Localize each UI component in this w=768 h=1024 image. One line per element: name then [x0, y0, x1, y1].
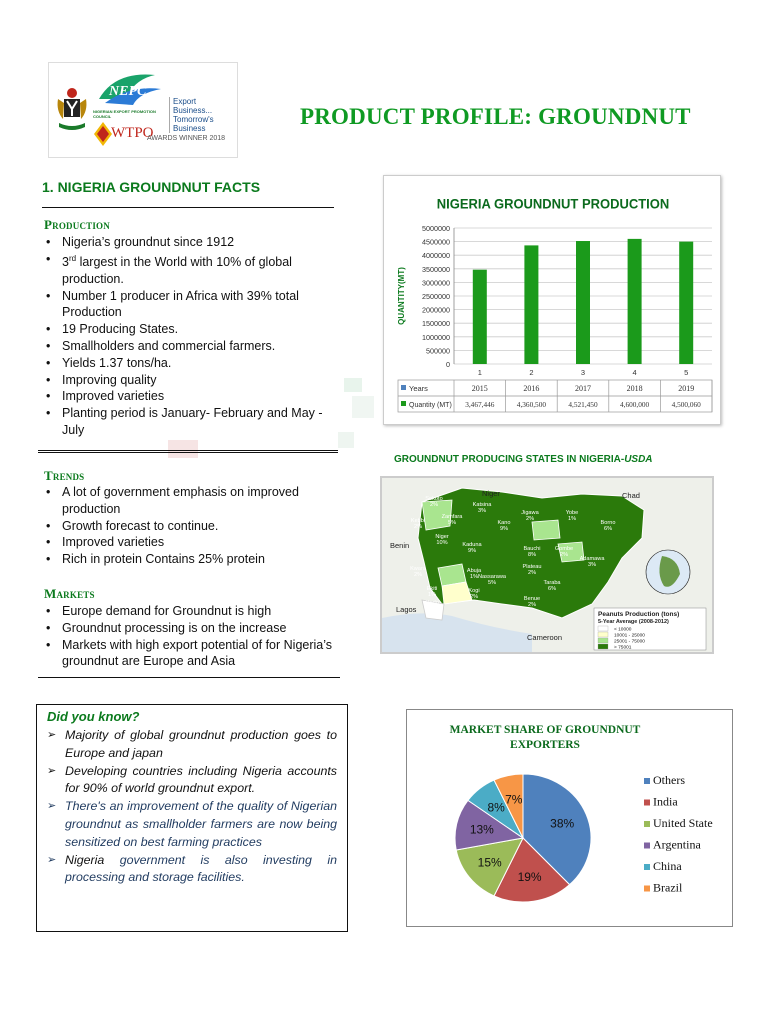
legend-swatch [401, 401, 406, 406]
state-pct: 2% [527, 570, 537, 576]
state-name: Plateau [522, 564, 542, 570]
nepc-logo-block [48, 62, 238, 158]
rank-suffix: rd [68, 253, 77, 263]
state-name: Niger [435, 534, 449, 540]
nepc-tagline [169, 97, 237, 133]
y-axis-label: QUANTITY(MT) [397, 267, 406, 325]
map-title [394, 454, 653, 465]
list-item: ➢ Majority of global groundnut production goes to Europe and japan [47, 727, 337, 763]
state-pct: 1% [469, 574, 479, 580]
wtpo-award-subtitle: AWARDS WINNER 2018 [147, 135, 226, 142]
state-name: Ekiti [426, 586, 438, 592]
list-item: • Markets with high export potential of for Nigeria’s groundnut are Europe and Asia [44, 637, 336, 671]
pie-data-label: 15% [477, 855, 502, 870]
wtpo-award-text: WTPO [111, 125, 154, 141]
bar [576, 241, 590, 364]
map-legend-item: 25001 - 75000 [614, 639, 645, 645]
map-legend-subtitle: 5-Year Average (2008-2012) [598, 619, 669, 625]
x-tick-label: 1 [477, 368, 482, 377]
list-item: • Growth forecast to continue. [44, 518, 336, 535]
state-pct: 1% [567, 516, 577, 522]
table-cell-year: 2015 [471, 384, 488, 393]
state-name: Benue [523, 596, 541, 602]
map-legend-swatch [598, 638, 608, 643]
wtpo-award-icon [93, 121, 113, 147]
nepc-logo-text: NEPC [109, 84, 147, 99]
list-item [44, 251, 336, 288]
list-item: • Improved varieties [44, 534, 336, 551]
rank-text: largest in the World with 10% of global production. [62, 254, 292, 286]
page-title: PRODUCT PROFILE: GROUNDNUT [300, 104, 691, 129]
state-name: Sokoto [425, 496, 443, 502]
state-pct: 6% [547, 586, 557, 592]
production-heading: Production [44, 217, 110, 232]
coat-of-arms-icon [55, 85, 89, 133]
markets-list [44, 603, 336, 670]
map-legend-swatch [598, 632, 608, 637]
production-list [44, 234, 336, 439]
state-pct: 9% [499, 526, 509, 532]
chart-title: NIGERIA GROUNDNUT PRODUCTION [436, 196, 670, 212]
market-share-chart [406, 709, 733, 927]
list-item-text: government is also investing in processing and storage facilities. [65, 852, 337, 885]
state-name: Borno [600, 520, 616, 526]
list-item: • A lot of government emphasis on improved production [44, 484, 336, 518]
map-title-main: GROUNDNUT PRODUCING STATES IN NIGERIA- [394, 454, 625, 465]
state-name: Katsina [472, 502, 492, 508]
state-name: Gombe [554, 546, 574, 552]
section-divider [38, 450, 338, 453]
table-row-label: Quantity (MT) [409, 402, 452, 409]
pie-title-line2: EXPORTERS [510, 739, 580, 751]
legend-entry: China [653, 859, 682, 873]
state-name: Yobe [565, 510, 579, 516]
list-item: ➢ Developing countries including Nigeria accounts for 90% of world groundnut export. [47, 763, 337, 799]
decor-square [338, 432, 354, 448]
state-name: Zamfara [441, 514, 463, 520]
x-tick-label: 2 [529, 368, 534, 377]
map-legend-swatch [598, 626, 608, 631]
list-item: • Nigeria’s groundnut since 1912 [44, 234, 336, 251]
state-pct: 1% [427, 606, 437, 612]
state-name: Kebbi [410, 518, 426, 524]
legend-swatch [644, 821, 650, 827]
state-region [532, 520, 560, 540]
list-item: • Rich in protein Contains 25% protein [44, 551, 336, 568]
did-you-know-title: Did you know? [47, 709, 140, 724]
tagline-line1: Export Business... [173, 97, 213, 115]
legend-swatch [644, 886, 650, 892]
pie-data-label: 7% [505, 792, 523, 807]
legend-entry: Argentina [653, 837, 701, 852]
map-legend-swatch [598, 644, 608, 649]
legend-swatch [644, 864, 650, 870]
state-pct: 2% [525, 516, 535, 522]
list-item: • Europe demand for Groundnut is high [44, 603, 336, 620]
pie-data-label: 8% [487, 800, 505, 815]
production-chart-svg [384, 176, 722, 426]
trends-list [44, 484, 336, 568]
y-tick-label: 4000000 [422, 251, 450, 261]
map-legend-item: 10001 - 25000 [614, 633, 645, 639]
state-pct: 2% [413, 572, 423, 578]
state-name: Kwara [410, 566, 426, 572]
legend-swatch [644, 843, 650, 849]
table-cell-quantity: 4,521,450 [568, 400, 598, 409]
bar [679, 242, 693, 364]
pie-data-label: 13% [469, 822, 494, 837]
table-cell-quantity: 3,467,446 [465, 400, 495, 409]
pie-data-label: 19% [517, 870, 542, 885]
list-item: • Groundnut processing is on the increase [44, 620, 336, 637]
state-pct: 6% [603, 526, 613, 532]
legend-entry: United State [653, 816, 713, 830]
x-tick-label: 5 [684, 368, 689, 377]
did-you-know-box [36, 704, 348, 932]
table-cell-year: 2018 [626, 384, 643, 393]
y-tick-label: 5000000 [422, 224, 450, 233]
country-label: Cameroon [527, 633, 563, 642]
decor-square [168, 440, 198, 458]
bar [628, 239, 642, 364]
legend-swatch [401, 385, 406, 390]
table-cell-quantity: 4,500,060 [671, 400, 701, 409]
nepc-subtitle: NIGERIAN EXPORT PROMOTION COUNCIL [93, 109, 156, 119]
map-legend-title: Peanuts Production (tons) [598, 611, 680, 618]
state-pct: 9% [467, 548, 477, 554]
facts-heading: 1. NIGERIA GROUNDNUT FACTS [42, 179, 261, 195]
state-pct: 5% [487, 580, 497, 586]
state-pct: 8% [527, 552, 537, 558]
state-name: Kogi [468, 588, 480, 594]
list-item: • Improved varieties [44, 388, 336, 405]
y-tick-label: 2000000 [422, 305, 450, 315]
table-cell-quantity: 4,600,000 [620, 400, 650, 409]
state-pct: 2% [527, 602, 537, 608]
list-item: ➢ There's an improvement of the quality of Nigerian groundnut as smallholder farmers are now being sensitized on best farming practices [47, 798, 337, 851]
state-pct: 10% [436, 540, 448, 546]
map-title-source: USDA [624, 454, 653, 465]
nigeria-map-svg [382, 478, 712, 652]
markets-rule [38, 677, 340, 678]
state-pct: 1% [427, 592, 437, 598]
legend-swatch [644, 800, 650, 806]
y-tick-label: 4500000 [422, 237, 450, 247]
state-name: Kano [497, 520, 511, 526]
rank-number: 3 [62, 254, 69, 269]
decor-square [352, 396, 374, 418]
country-label: Chad [622, 491, 640, 500]
x-tick-label: 4 [632, 368, 637, 377]
y-tick-label: 0 [446, 360, 450, 369]
bar [473, 270, 487, 364]
table-cell-year: 2019 [678, 384, 695, 393]
map-legend-item: < 10000 [614, 627, 632, 633]
legend-swatch [644, 778, 650, 784]
facts-heading-rule [42, 207, 334, 208]
y-tick-label: 3000000 [422, 278, 450, 288]
state-pct: 2% [469, 594, 479, 600]
nigeria-lead: Nigeria [65, 852, 105, 867]
list-item: • Smallholders and commercial farmers. [44, 338, 336, 355]
state-name: Bauchi [523, 546, 541, 552]
y-tick-label: 3500000 [422, 264, 450, 274]
list-item: • Improving quality [44, 372, 336, 389]
state-pct: 3% [587, 562, 597, 568]
list-item: • Yields 1.37 tons/ha. [44, 355, 336, 372]
state-pct: 5% [447, 520, 457, 526]
production-chart [383, 175, 721, 425]
y-tick-label: 1500000 [422, 319, 450, 329]
state-name: Nassarawa [478, 574, 506, 580]
tagline-line2: Tomorrow's Business [173, 115, 214, 133]
legend-entry: Brazil [653, 880, 683, 895]
nigeria-map [380, 476, 714, 654]
y-tick-label: 2500000 [422, 292, 450, 301]
country-label: Niger [482, 489, 500, 498]
legend-entry: Others [653, 773, 685, 787]
table-cell-quantity: 4,360,500 [516, 400, 546, 409]
decor-square [344, 378, 362, 392]
x-tick-label: 3 [580, 368, 586, 377]
list-item: • Number 1 producer in Africa with 39% total Production [44, 288, 336, 322]
state-name: Jigawa [521, 510, 539, 516]
did-you-know-list [47, 727, 337, 887]
state-pct: 2% [559, 552, 569, 558]
table-row-label: Years [409, 384, 428, 393]
pie-title-line1: MARKET SHARE OF GROUNDNUT [449, 724, 641, 736]
table-cell-year: 2017 [575, 384, 591, 393]
map-legend-item: > 75001 [614, 645, 632, 651]
trends-heading: Trends [44, 468, 85, 483]
markets-heading: Markets [44, 586, 95, 601]
list-item [47, 852, 337, 888]
state-pct: 3% [477, 508, 487, 514]
bar [524, 245, 538, 364]
state-name: Ondo [425, 600, 439, 606]
state-name: Taraba [543, 580, 561, 586]
list-item: • Planting period is January- February and May - July [44, 405, 336, 439]
y-tick-label: 1000000 [422, 332, 450, 342]
nepc-logo-icon [95, 69, 165, 109]
market-share-svg [407, 710, 734, 928]
country-label: Lagos [396, 605, 417, 614]
list-item: • 19 Producing States. [44, 321, 336, 338]
state-name: Abuja [466, 568, 482, 574]
state-name: Kaduna [462, 542, 482, 548]
legend-entry: India [653, 794, 678, 809]
table-cell-year: 2016 [523, 384, 540, 393]
y-tick-label: 500000 [426, 346, 450, 356]
state-pct: 2% [413, 524, 423, 530]
state-pct: 2% [429, 502, 439, 508]
pie-data-label: 38% [550, 816, 575, 831]
state-name: Adamawa [579, 556, 605, 562]
country-label: Benin [390, 541, 410, 550]
